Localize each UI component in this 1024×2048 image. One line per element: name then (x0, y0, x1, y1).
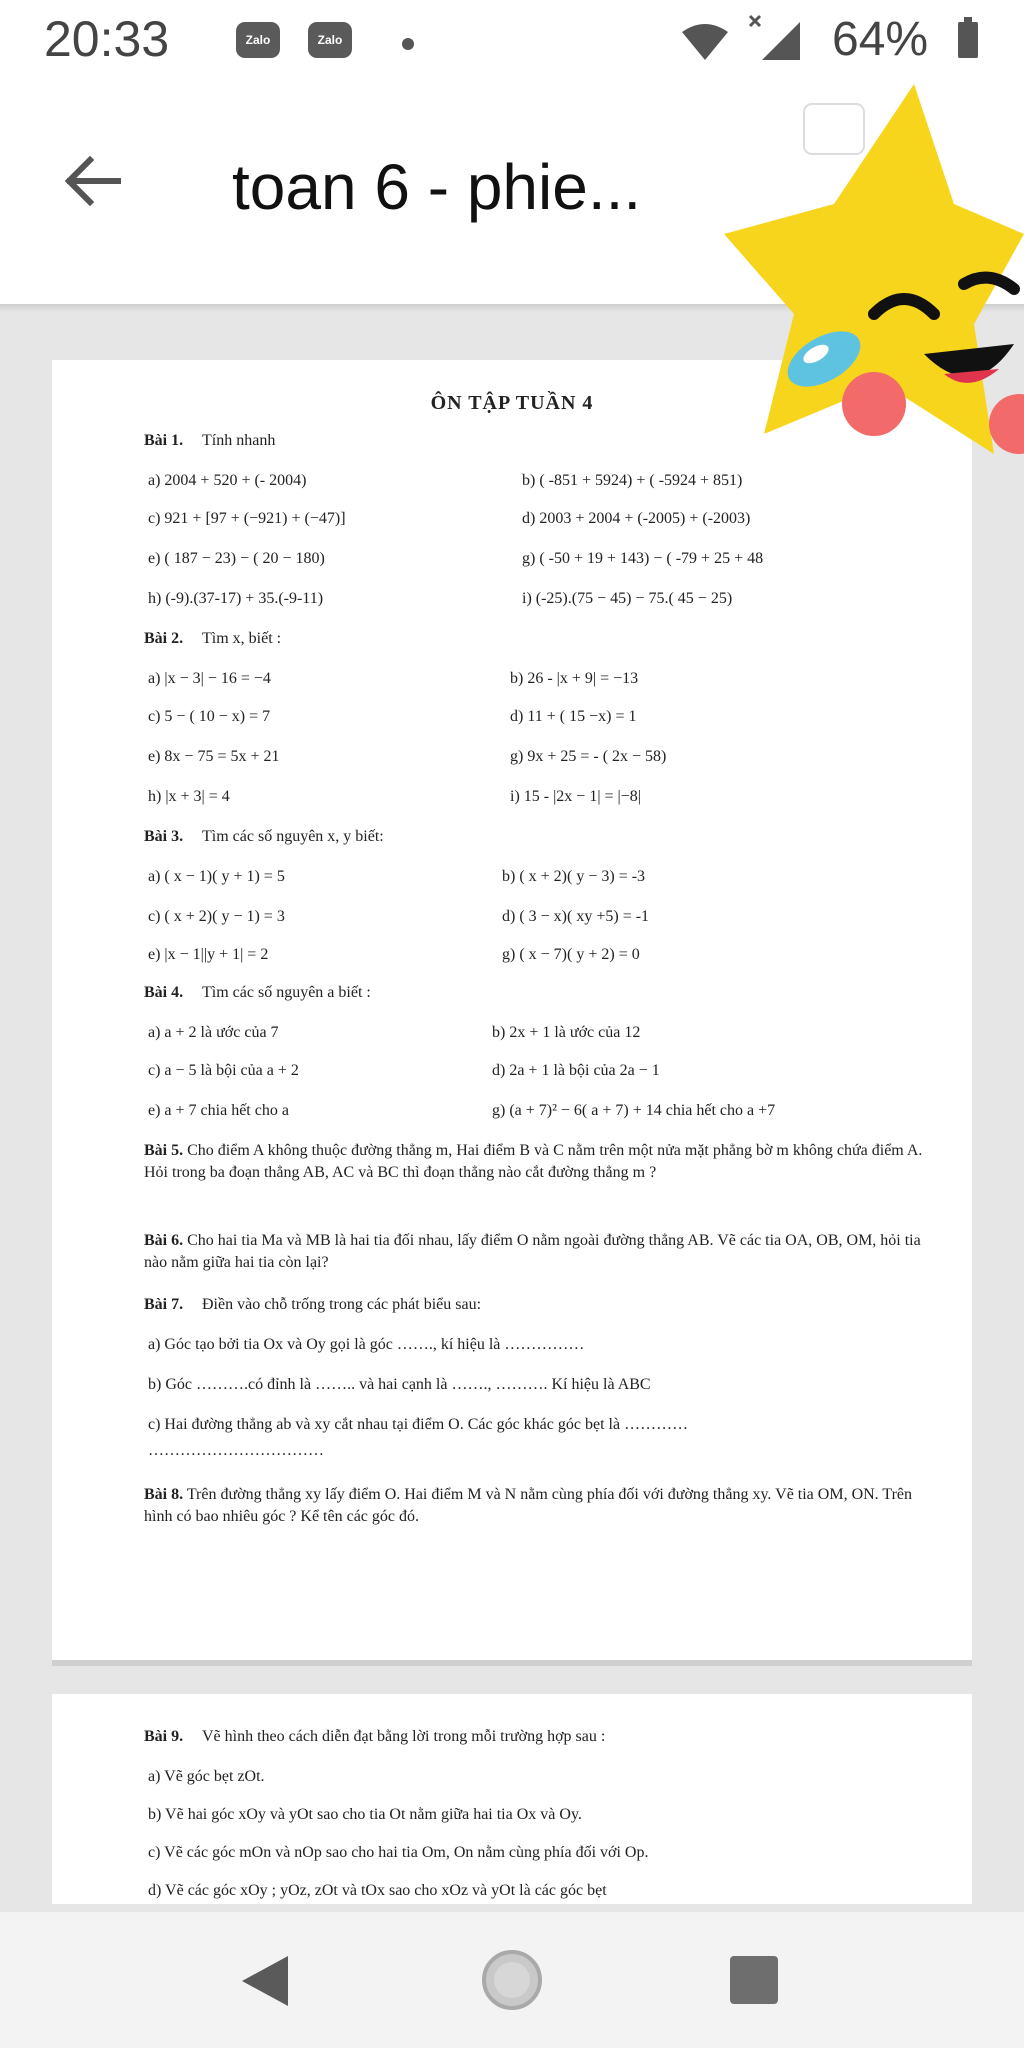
bai2-text: Tìm x, biết : (202, 630, 282, 647)
nav-home-icon[interactable] (482, 1950, 542, 2010)
bai2-item: h) |x + 3| = 4 (148, 788, 230, 805)
document-page-2[interactable] (52, 1694, 972, 1904)
bai1-item: g) ( -50 + 19 + 143) − ( -79 + 25 + 48 (522, 550, 764, 567)
nav-recent-apps-icon[interactable] (730, 1956, 778, 2004)
bai6-paragraph (144, 1230, 944, 1274)
bai3-item: b) ( x + 2)( y − 3) = -3 (502, 868, 646, 885)
bai1-title: Bài 1. (144, 432, 184, 449)
bai3-item: c) ( x + 2)( y − 1) = 3 (148, 908, 285, 925)
bai8-text: Trên đường thẳng xy lấy điểm O. Hai điểm M và N nằm cùng phía đối với đường thẳng xy. Vẽ tia OM, ON. Trên hình có bao nhiêu góc ? Kể tên các góc đó. (144, 1486, 913, 1525)
bai2-item: d) 11 + ( 15 −x) = 1 (510, 708, 637, 725)
bai2-title: Bài 2. (144, 630, 184, 647)
document-title: toan 6 - phie... (232, 151, 642, 223)
bai4-item: d) 2a + 1 là bội của 2a − 1 (492, 1062, 660, 1079)
status-time: 20:33 (44, 11, 170, 67)
nav-back-icon[interactable] (240, 1954, 290, 2008)
bai1-item: i) (-25).(75 − 45) − 75.( 45 − 25) (522, 590, 733, 607)
document-heading: ÔN TẬP TUẦN 4 (430, 392, 594, 414)
bai7-text: Điền vào chỗ trống trong các phát biểu sau: (202, 1296, 482, 1313)
bai3-text: Tìm các số nguyên x, y biết: (202, 828, 384, 845)
bai5-title: Bài 5. (144, 1142, 184, 1159)
bai4-item: b) 2x + 1 là ước của 12 (492, 1024, 641, 1041)
bai5-text: Cho điểm A không thuộc đường thẳng m, Hai điểm B và C nằm trên một nửa mặt phẳng bờ m không chứa điểm A. Hỏi trong ba đoạn thẳng AB, AC và BC thì đoạn thẳng nào cắt đường thẳng m ? (144, 1142, 923, 1181)
more-notifications-dot-icon (402, 38, 414, 50)
bai5-paragraph (144, 1140, 944, 1184)
bai1-item: e) ( 187 − 23) − ( 20 − 180) (148, 550, 325, 567)
bai8-paragraph (144, 1484, 944, 1528)
bai6-title: Bài 6. (144, 1232, 184, 1249)
bai4-text: Tìm các số nguyên a biết : (202, 984, 371, 1001)
battery-percent: 64% (832, 13, 929, 66)
bai1-text: Tính nhanh (202, 432, 276, 449)
bai7-item: a) Góc tạo bởi tia Ox và Oy gọi là góc ……., kí hiệu là …………… (148, 1336, 585, 1353)
back-arrow-icon[interactable] (58, 146, 128, 216)
bai2-item: e) 8x − 75 = 5x + 21 (148, 748, 280, 765)
bai3-item: g) ( x − 7)( y + 2) = 0 (502, 946, 640, 963)
bai1-item: b) ( -851 + 5924) + ( -5924 + 851) (522, 472, 743, 489)
bai7-item: c) Hai đường thẳng ab và xy cắt nhau tại điểm O. Các góc khác góc bẹt là ………… (148, 1416, 689, 1433)
bai9-item: c) Vẽ các góc mOn và nOp sao cho hai tia Om, On nằm cùng phía đối với Op. (148, 1844, 649, 1861)
zalo-notification-icon-2: Zalo (308, 22, 352, 58)
bai1-item: d) 2003 + 2004 + (-2005) + (-2003) (522, 510, 751, 527)
document-page-1[interactable] (52, 360, 972, 1660)
system-navigation-bar (0, 1912, 1024, 2048)
bai2-item: i) 15 - |2x − 1| = |−8| (510, 788, 641, 805)
bai9-text: Vẽ hình theo cách diễn đạt bằng lời trong mỗi trường hợp sau : (202, 1728, 606, 1745)
bai9-title: Bài 9. (144, 1728, 184, 1745)
bai3-item: e) |x − 1||y + 1| = 2 (148, 946, 269, 963)
battery-icon (958, 22, 978, 58)
status-bar (0, 0, 1024, 86)
bai1-item: a) 2004 + 520 + (- 2004) (148, 472, 307, 489)
bai2-item: c) 5 − ( 10 − x) = 7 (148, 708, 271, 725)
zalo-notification-icon: Zalo (236, 22, 280, 58)
bai4-item: c) a − 5 là bội của a + 2 (148, 1062, 299, 1079)
bai7-item: b) Góc ……….có đỉnh là …….. và hai cạnh là ……., ………. Kí hiệu là ABC (148, 1376, 651, 1393)
bai3-item: d) ( 3 − x)( xy +5) = -1 (502, 908, 650, 925)
bai1-item: h) (-9).(37-17) + 35.(-9-11) (148, 590, 324, 607)
cellular-signal-icon (748, 14, 808, 64)
bai7-title: Bài 7. (144, 1296, 184, 1313)
bai9-item: d) Vẽ các góc xOy ; yOz, zOt và tOx sao cho xOz và yOt là các góc bẹt (148, 1882, 607, 1899)
bai4-item: g) (a + 7)² − 6( a + 7) + 14 chia hết cho a +7 (492, 1102, 776, 1119)
bai3-item: a) ( x − 1)( y + 1) = 5 (148, 868, 285, 885)
laughing-star-sticker-icon (724, 84, 1024, 464)
bai9-item: b) Vẽ hai góc xOy và yOt sao cho tia Ot nằm giữa hai tia Ox và Oy. (148, 1806, 582, 1823)
bai2-item: a) |x − 3| − 16 = −4 (148, 670, 271, 687)
bai4-title: Bài 4. (144, 984, 184, 1001)
bai2-item: g) 9x + 25 = - ( 2x − 58) (510, 748, 667, 765)
bai4-item: a) a + 2 là ước của 7 (148, 1024, 279, 1041)
bai9-item: a) Vẽ góc bẹt zOt. (148, 1768, 265, 1785)
bai6-text: Cho hai tia Ma và MB là hai tia đối nhau, lấy điểm O nằm ngoài đường thẳng AB. Vẽ các tia OA, OB, OM, hỏi tia nào nằm giữa hai tia còn lại? (144, 1232, 921, 1271)
bai4-item: e) a + 7 chia hết cho a (148, 1102, 289, 1119)
bai1-item: c) 921 + [97 + (−921) + (−47)] (148, 510, 346, 527)
bai7-item: …………………………… (148, 1442, 324, 1459)
wifi-icon (680, 22, 730, 62)
page-divider (52, 1660, 972, 1666)
bai3-title: Bài 3. (144, 828, 184, 845)
bai8-title: Bài 8. (144, 1486, 184, 1503)
bai2-item: b) 26 - |x + 9| = −13 (510, 670, 639, 687)
